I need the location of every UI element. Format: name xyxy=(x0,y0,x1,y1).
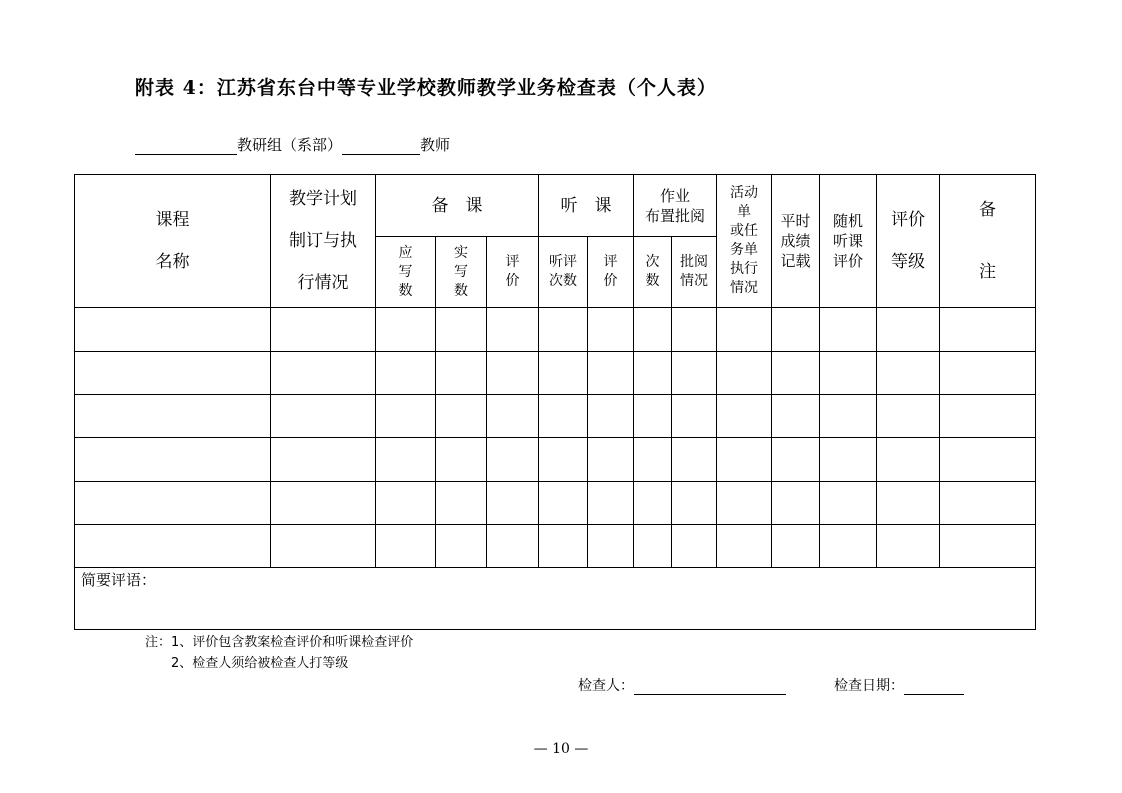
header-prep-evaluation: 评价 xyxy=(487,237,539,308)
group-label: 教研组（系部） xyxy=(237,136,343,154)
header-random-observation: 随机 听课 评价 xyxy=(820,175,877,308)
notes xyxy=(145,632,413,674)
teacher-label: 教师 xyxy=(420,136,451,154)
header-remarks: 备 注 xyxy=(940,175,1036,308)
table-row xyxy=(75,395,1036,438)
header-lesson-prep: 备 课 xyxy=(376,175,539,237)
inspection-date xyxy=(834,675,964,695)
table-row xyxy=(75,482,1036,525)
date-label: 检查日期： xyxy=(834,678,904,694)
subheading xyxy=(135,134,450,155)
header-course-name: 课程 名称 xyxy=(75,175,271,308)
header-prep-actual-write: 实写数 xyxy=(436,237,487,308)
header-evaluation-level: 评价 等级 xyxy=(877,175,940,308)
inspector-label: 检查人： xyxy=(578,678,634,694)
group-blank[interactable] xyxy=(135,137,237,155)
date-blank[interactable] xyxy=(904,677,964,695)
header-regular-grades: 平时 成绩 记载 xyxy=(772,175,820,308)
inspector-blank[interactable] xyxy=(634,677,786,695)
header-observation-count: 听评 次数 xyxy=(539,237,588,308)
table-row xyxy=(75,525,1036,568)
note-line-2: 2、检查人须给被检查人打等级 xyxy=(171,656,349,671)
header-observation-evaluation: 评价 xyxy=(588,237,634,308)
header-homework: 作业 布置批阅 xyxy=(634,175,717,237)
inspector-signature xyxy=(578,675,786,695)
inspection-table xyxy=(74,174,1036,630)
document-title: 附表 4：江苏省东台中等专业学校教师教学业务检查表（个人表） xyxy=(135,77,717,99)
comments-field[interactable] xyxy=(75,568,1036,630)
table-row xyxy=(75,438,1036,482)
teacher-blank[interactable] xyxy=(342,137,420,155)
page-number: — 10 — xyxy=(533,741,589,757)
table-row xyxy=(75,308,1036,352)
header-activity-sheet: 活动 单 或任 务单 执行 情况 xyxy=(717,175,772,308)
header-homework-count: 次数 xyxy=(634,237,672,308)
header-teaching-plan: 教学计划 制订与执 行情况 xyxy=(271,175,376,308)
header-lesson-observation: 听 课 xyxy=(539,175,634,237)
note-line-1: 注：1、评价包含教案检查评价和听课检查评价 xyxy=(145,635,414,650)
table-row xyxy=(75,352,1036,395)
header-prep-should-write: 应写数 xyxy=(376,237,436,308)
header-homework-review: 批阅 情况 xyxy=(672,237,717,308)
comments-label: 简要评语： xyxy=(81,571,157,589)
